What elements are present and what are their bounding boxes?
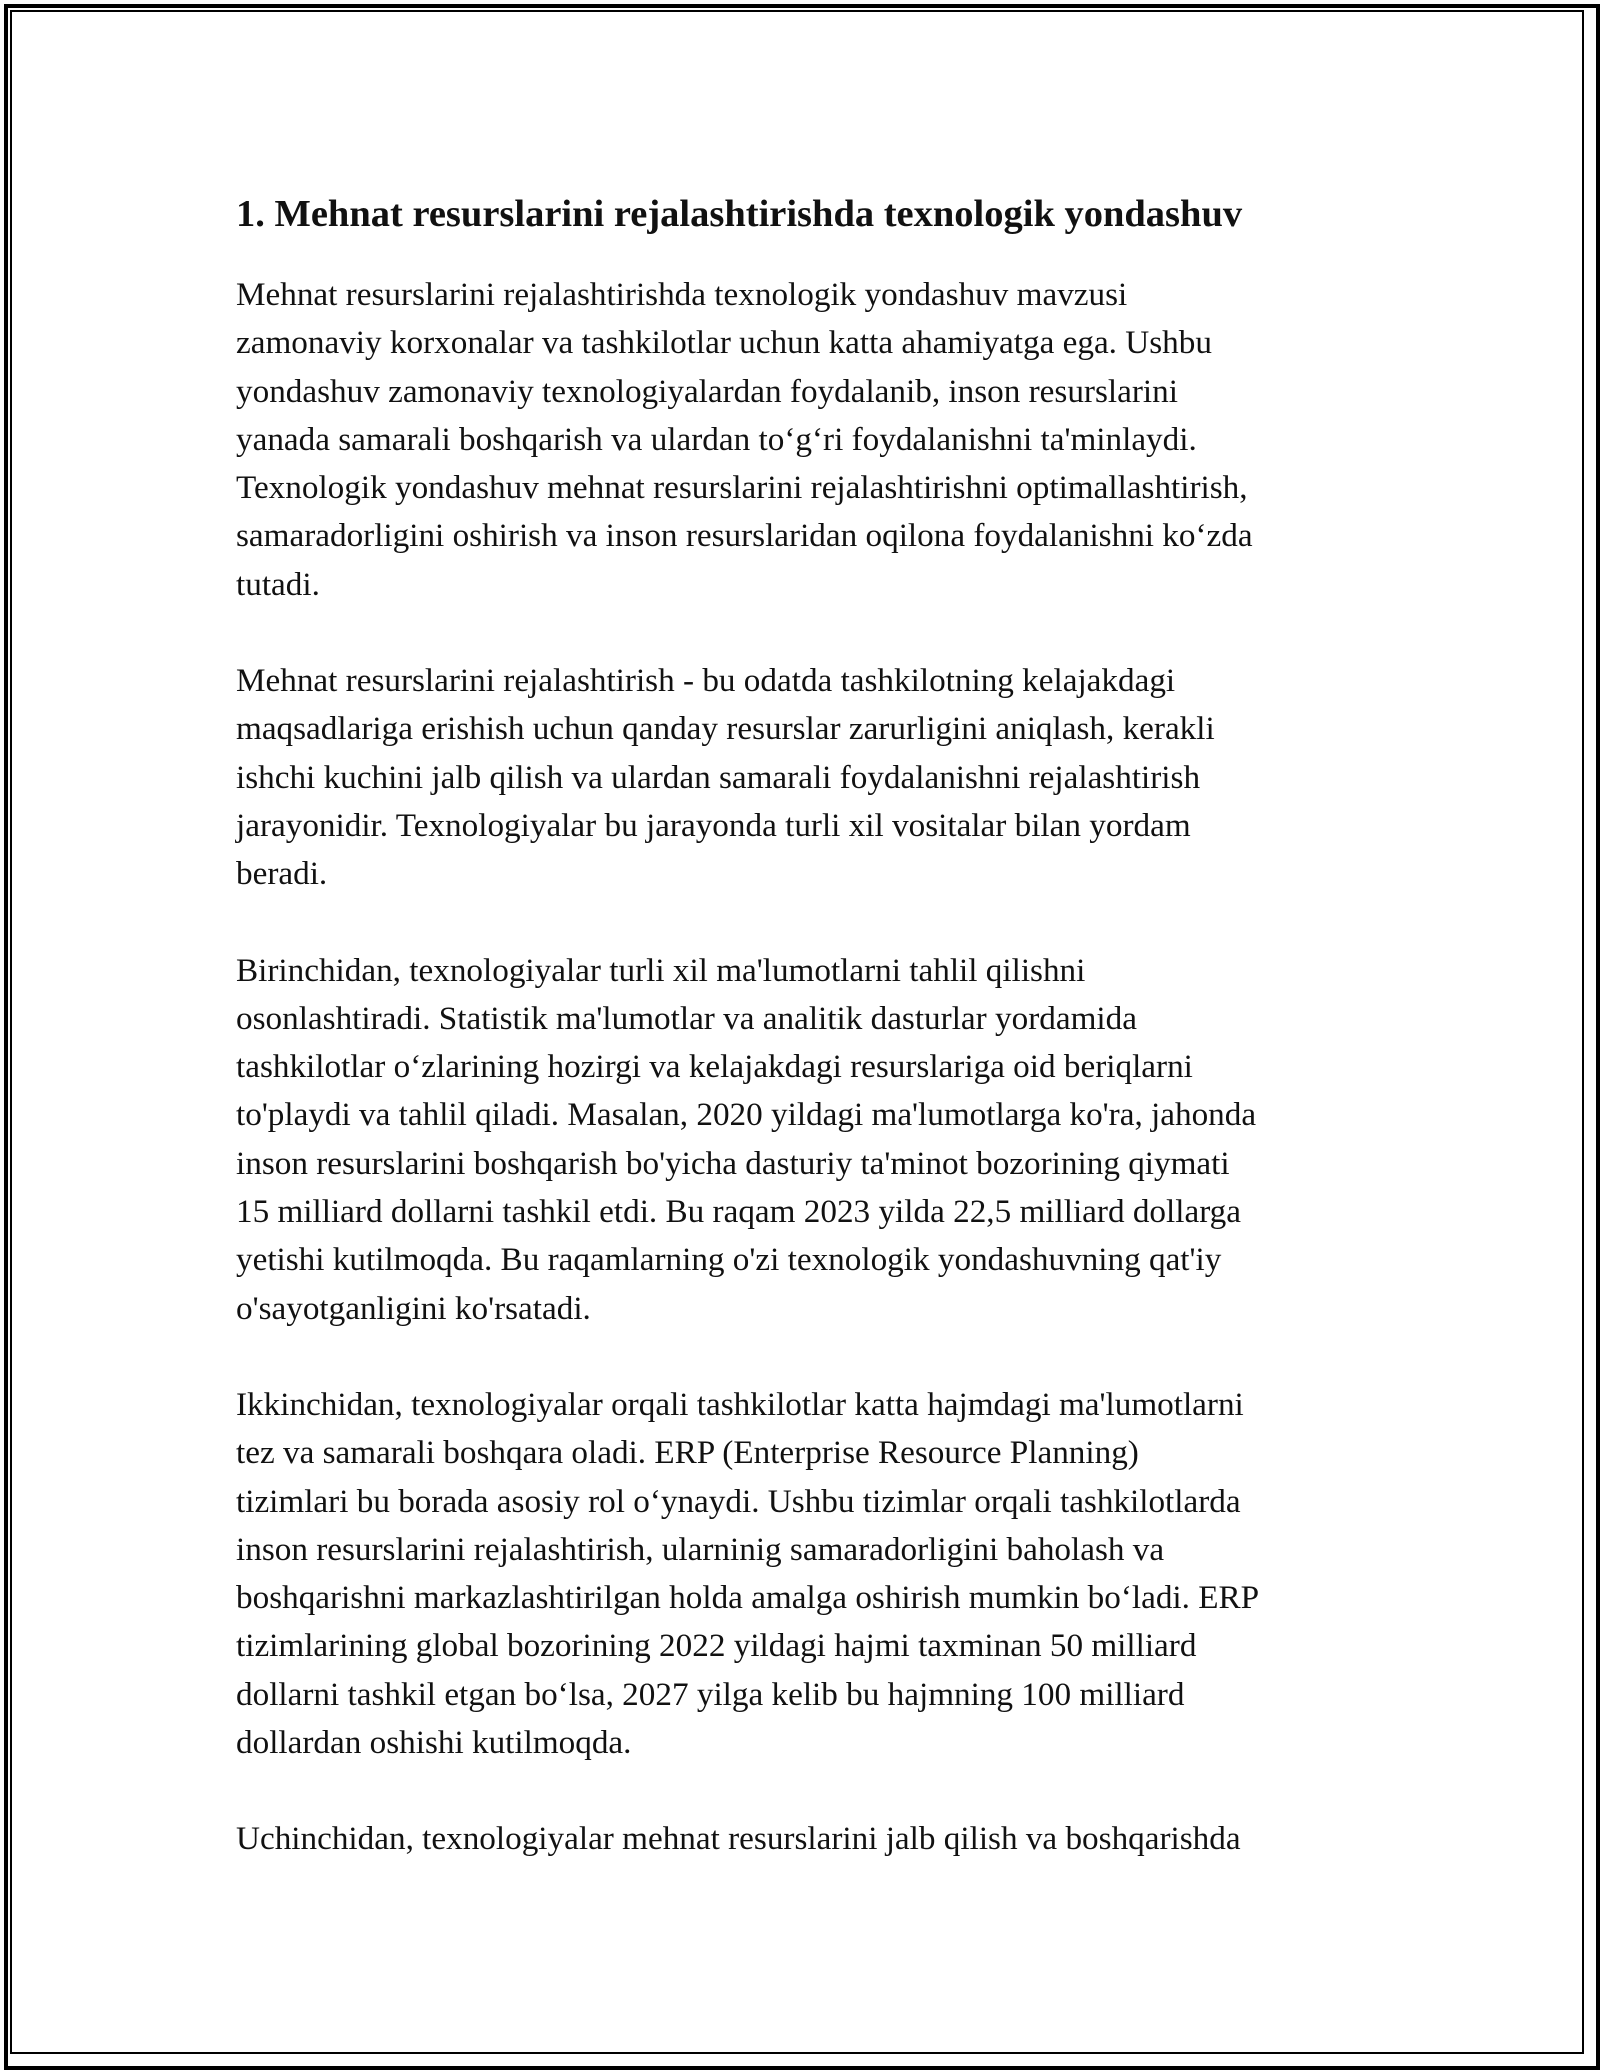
section-heading: 1. Mehnat resurslarini rejalashtirishda texnologik yondashuv [236,193,1243,235]
paragraph-intro: Mehnat resurslarini rejalashtirishda texnologik yondashuv mavzusi zamonaviy korxonalar va tashkilotlar uchun katta ahamiyatga ega. Ushbu yondashuv zamonaviy texnologiyalardan foydalanib, inson resurslarini yanada samarali boshqarish va ulardan to‘g‘ri foydalanishni ta'minlaydi. Texnologik yondashuv mehnat resurslarini rejalashtirishni optimallashtirish, samaradorligini oshirish va inson resurslaridan oqilona foydalanishni ko‘zda tutadi. [236,276,1253,603]
paragraph-definition: Mehnat resurslarini rejalashtirish - bu odatda tashkilotning kelajakdagi maqsadlariga erishish uchun qanday resurslar zarurligini aniqlash, kerakli ishchi kuchini jalb qilish va ulardan samarali foydalanishni rejalashtirish jarayonidir. Texnologiyalar bu jarayonda turli xil vositalar bilan yordam beradi. [236,662,1215,893]
paragraph-third-point: Uchinchidan, texnologiyalar mehnat resurslarini jalb qilish va boshqarishda [236,1820,1241,1858]
paragraph-first-point: Birinchidan, texnologiyalar turli xil ma'lumotlarni tahlil qilishni osonlashtiradi. Statistik ma'lumotlar va analitik dasturlar yordamida tashkilotlar o‘zlarining hozirgi va kelajakdagi resurslariga oid beriqlarni to'playdi va tahlil qiladi. Masalan, 2020 yildagi ma'lumotlarga ko'ra, jahonda inson resurslarini boshqarish bo'yicha dasturiy ta'minot bozorining qiymati 15 milliard dollarni tashkil etdi. Bu raqam 2023 yilda 22,5 milliard dollarga yetishi kutilmoqda. Bu raqamlarning o'zi texnologik yondashuvning qat'iy o'sayotganligini ko'rsatadi. [236,951,1257,1327]
document-body [236,183,1386,1912]
paragraph-second-point: Ikkinchidan, texnologiyalar orqali tashkilotlar katta hajmdagi ma'lumotlarni tez va samarali boshqara oladi. ERP (Enterprise Resource Planning) tizimlari bu borada asosiy rol o‘ynaydi. Ushbu tizimlar orqali tashkilotlarda inson resurslarini rejalashtirish, ularninig samaradorligini baholash va boshqarishni markazlashtirilgan holda amalga oshirish mumkin bo‘ladi. ERP tizimlarining global bozorining 2022 yildagi hajmi taxminan 50 milliard dollarni tashkil etgan bo‘lsa, 2027 yilga kelib bu hajmning 100 milliard dollardan oshishi kutilmoqda. [236,1385,1260,1762]
